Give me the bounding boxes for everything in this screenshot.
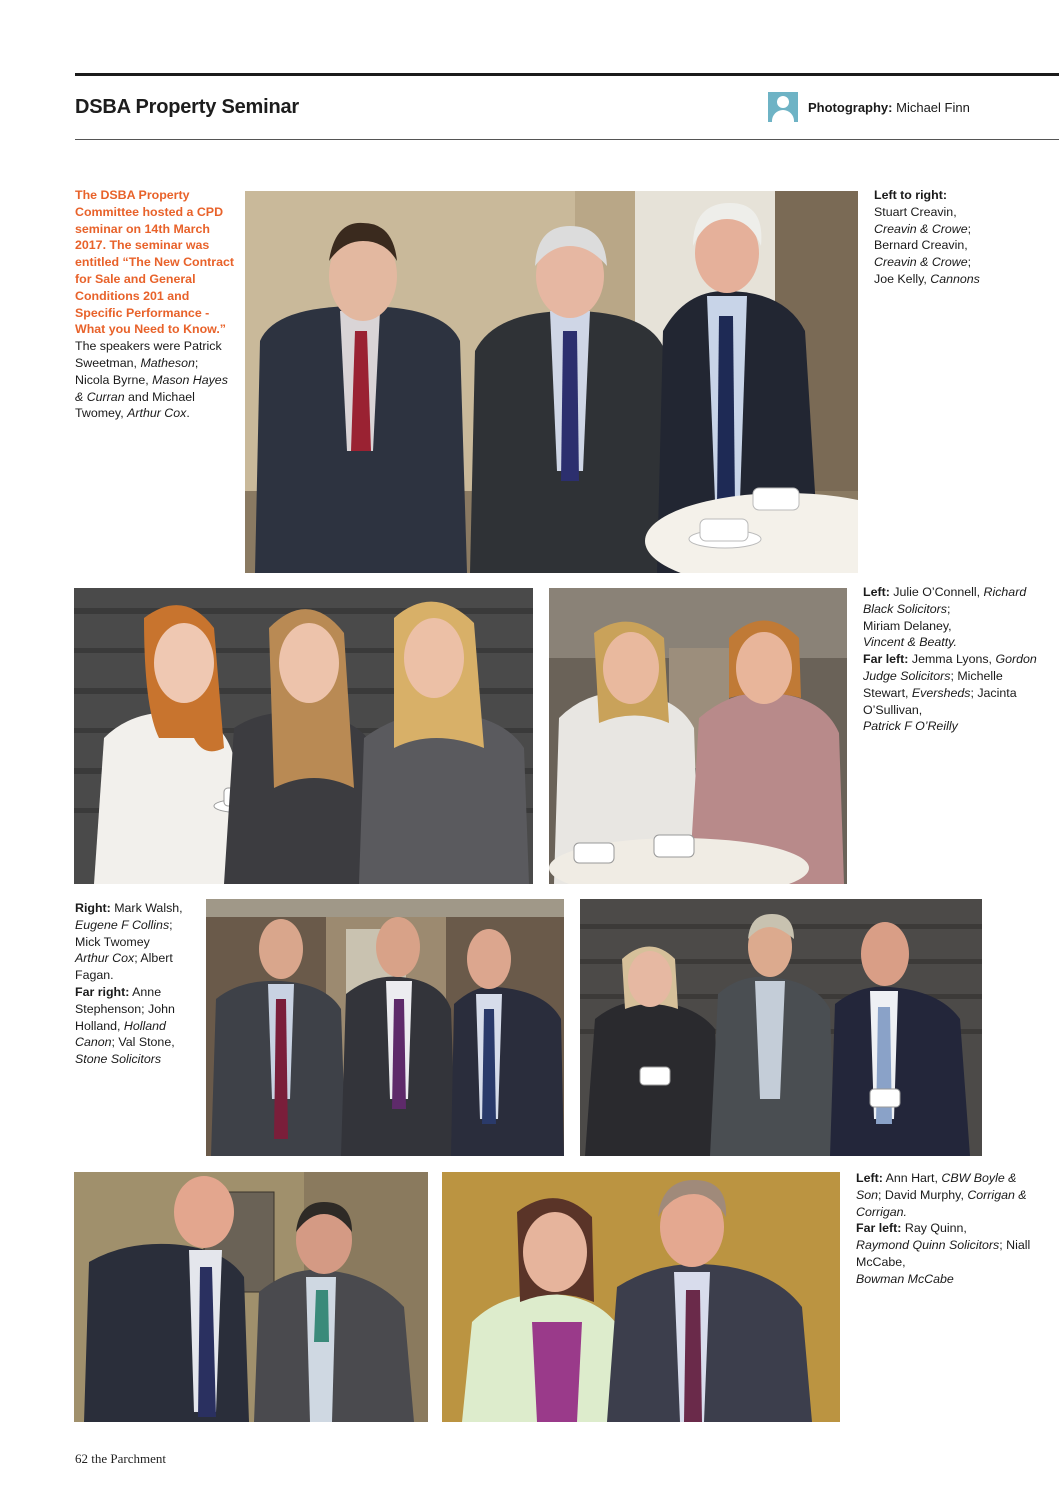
page-title: DSBA Property Seminar — [75, 96, 300, 118]
header-rule-top — [75, 73, 1059, 76]
page-number: 62 — [75, 1451, 88, 1466]
intro-speakers: The speakers were Patrick Sweetman, Matheson; Nicola Byrne, Mason Hayes & Curran and Michael Twomey, Arthur Cox. — [75, 339, 228, 421]
photo-walsh-twomey-fagan — [206, 899, 564, 1156]
page-footer — [75, 1451, 166, 1467]
caption-photo-1: Left to right: Stuart Creavin, Creavin & Crowe; Bernard Creavin, Creavin & Crowe; Joe Kelly, Cannons — [874, 188, 980, 286]
photo-stephenson-holland-stone — [580, 899, 982, 1156]
caption-photos-4-5: Right: Mark Walsh, Eugene F Collins; Mick Twomey Arthur Cox; Albert Fagan. Far right: Anne Stephenson; John Holland, Holland Canon; Val Stone, Stone Solicitors — [75, 901, 183, 1067]
intro-text — [75, 187, 235, 422]
photo-hart-murphy — [442, 1172, 840, 1422]
photo-creavin-kelly — [245, 191, 858, 573]
photography-credit — [768, 92, 970, 122]
photo-quinn-mccabe — [74, 1172, 428, 1422]
caption-photos-2-3: Left: Julie O’Connell, Richard Black Solicitors; Miriam Delaney, Vincent & Beatty. Far left: Jemma Lyons, Gordon Judge Solicitors; Michelle Stewart, Eversheds; Jacinta O’Sullivan, Patrick F O’Reilly — [863, 585, 1037, 734]
photography-label: Photography: — [808, 99, 893, 115]
photo-lyons-stewart-osullivan — [74, 588, 533, 884]
photographer-name: Michael Finn — [896, 99, 970, 115]
photo-oconnell-delaney — [549, 588, 847, 884]
publication-name: the Parchment — [91, 1451, 166, 1466]
caption-photos-6-7: Left: Ann Hart, CBW Boyle & Son; David Murphy, Corrigan & Corrigan. Far left: Ray Quinn, Raymond Quinn Solicitors; Niall McCabe, Bowman McCabe — [856, 1171, 1031, 1286]
photographer-icon — [768, 92, 798, 122]
intro-lead: The DSBA Property Committee hosted a CPD seminar on 14th March 2017. The seminar was entitled “The New Contract for Sale and General Conditions 201 and Specific Performance - What you Need to Know.” — [75, 188, 235, 337]
header-rule-bottom — [75, 139, 1059, 140]
